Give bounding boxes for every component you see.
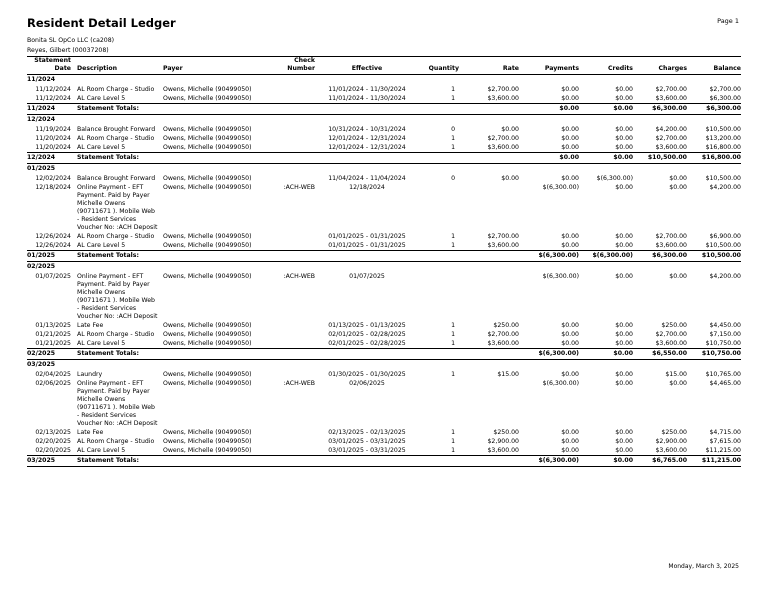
payer-cell: Owens, Michelle (90499050) (163, 135, 252, 142)
statement-date-cell: 12/02/2024 (35, 175, 71, 182)
table-row (27, 85, 741, 94)
report-title: Resident Detail Ledger (27, 16, 176, 30)
effective-cell: 02/06/2025 (349, 380, 385, 387)
period-label: 12/2024 (27, 116, 56, 123)
statement-date-cell: 11/19/2024 (35, 126, 71, 133)
resident-name: Reyes, Gilbert (00037208) (27, 47, 109, 54)
credits-cell: $0.00 (615, 184, 633, 191)
rate-cell: $3,600.00 (487, 95, 519, 102)
description-cell: Online Payment - EFT Payment. Paid by Payer Michelle Owens (90711671 ). Mobile Web - Resident Services Voucher No: :ACH Deposit (77, 184, 158, 231)
totals-charges: $6,300.00 (633, 104, 687, 115)
credits-cell: $0.00 (615, 438, 633, 445)
payments-cell: $0.00 (561, 126, 579, 133)
col-check-number: Check Number (275, 57, 317, 75)
check-number-cell (275, 143, 317, 153)
credits-cell: $0.00 (615, 331, 633, 338)
description-cell: Online Payment - EFT Payment. Paid by Payer Michelle Owens (90711671 ). Mobile Web - Resident Services Voucher No: :ACH Deposit (77, 273, 158, 320)
balance-cell: $6,900.00 (709, 233, 741, 240)
effective-cell: 11/01/2024 - 11/30/2024 (328, 86, 406, 93)
col-rate: Rate (459, 57, 519, 75)
payer-cell: Owens, Michelle (90499050) (163, 331, 252, 338)
totals-payments: $(6,300.00) (519, 349, 579, 360)
balance-cell: $10,765.00 (705, 371, 741, 378)
charges-cell: $250.00 (661, 322, 687, 329)
rate-cell: $2,900.00 (487, 438, 519, 445)
totals-period-label: 11/2024 (27, 104, 71, 115)
table-row (27, 339, 741, 349)
col-effective: Effective (317, 57, 417, 75)
payer-cell: Owens, Michelle (90499050) (163, 447, 252, 454)
statement-date-cell: 12/26/2024 (35, 233, 71, 240)
credits-cell: $0.00 (615, 144, 633, 151)
rate-cell (459, 272, 519, 321)
payer-cell: Owens, Michelle (90499050) (163, 273, 252, 280)
effective-cell: 01/07/2025 (349, 273, 385, 280)
charges-cell: $2,900.00 (655, 438, 687, 445)
totals-balance: $10,750.00 (687, 349, 741, 360)
statement-totals-row (27, 153, 741, 164)
totals-balance: $10,500.00 (687, 251, 741, 262)
check-number-cell (275, 85, 317, 94)
check-number-cell (275, 446, 317, 456)
balance-cell: $7,150.00 (709, 331, 741, 338)
table-row (27, 174, 741, 183)
charges-cell: $0.00 (669, 175, 687, 182)
description-cell: AL Care Level 5 (77, 242, 126, 249)
balance-cell: $4,715.00 (709, 429, 741, 436)
table-row (27, 232, 741, 241)
quantity-cell: 1 (451, 371, 455, 378)
period-header-row (27, 115, 741, 126)
period-label: 01/2025 (27, 165, 56, 172)
totals-label: Statement Totals: (71, 104, 519, 115)
payments-cell: $0.00 (561, 322, 579, 329)
check-number-cell (275, 232, 317, 241)
check-number-cell (275, 330, 317, 339)
quantity-cell: 1 (451, 144, 455, 151)
payments-cell: $0.00 (561, 331, 579, 338)
quantity-cell: 0 (451, 175, 455, 182)
rate-cell: $0.00 (501, 175, 519, 182)
totals-period-label: 03/2025 (27, 456, 71, 467)
ledger-table (27, 57, 741, 467)
balance-cell: $4,450.00 (709, 322, 741, 329)
table-row (27, 94, 741, 104)
rate-cell: $3,600.00 (487, 144, 519, 151)
rate-cell (459, 379, 519, 428)
charges-cell: $0.00 (669, 184, 687, 191)
credits-cell: $(6,300.00) (596, 175, 633, 182)
statement-date-cell: 01/21/2025 (35, 331, 71, 338)
statement-totals-row (27, 456, 741, 467)
statement-date-cell: 02/13/2025 (35, 429, 71, 436)
period-label: 02/2025 (27, 263, 56, 270)
payer-cell: Owens, Michelle (90499050) (163, 322, 252, 329)
statement-totals-row (27, 251, 741, 262)
check-number-cell: :ACH-WEB (283, 184, 315, 191)
payments-cell: $0.00 (561, 438, 579, 445)
period-label: 03/2025 (27, 361, 56, 368)
description-cell: Laundry (77, 371, 103, 378)
rate-cell: $250.00 (493, 322, 519, 329)
check-number-cell: :ACH-WEB (283, 380, 315, 387)
description-cell: Online Payment - EFT Payment. Paid by Payer Michelle Owens (90711671 ). Mobile Web - Resident Services Voucher No: :ACH Deposit (77, 380, 158, 427)
charges-cell: $3,600.00 (655, 340, 687, 347)
credits-cell: $0.00 (615, 380, 633, 387)
payer-cell: Owens, Michelle (90499050) (163, 371, 252, 378)
balance-cell: $13,200.00 (705, 135, 741, 142)
table-row (27, 446, 741, 456)
statement-totals-row (27, 104, 741, 115)
table-header-row (27, 57, 741, 75)
statement-date-cell: 01/07/2025 (35, 273, 71, 280)
charges-cell: $3,600.00 (655, 242, 687, 249)
effective-cell: 01/13/2025 - 01/13/2025 (328, 322, 406, 329)
entity-name: Bonita SL OpCo LLC (ca208) (27, 37, 115, 44)
quantity-cell (417, 379, 459, 428)
payments-cell: $0.00 (561, 371, 579, 378)
balance-cell: $11,215.00 (705, 447, 741, 454)
quantity-cell: 1 (451, 242, 455, 249)
totals-balance: $6,300.00 (687, 104, 741, 115)
payments-cell: $(6,300.00) (542, 184, 579, 191)
credits-cell: $0.00 (615, 95, 633, 102)
charges-cell: $4,200.00 (655, 126, 687, 133)
rate-cell: $2,700.00 (487, 233, 519, 240)
statement-date-cell: 12/18/2024 (35, 184, 71, 191)
period-header-row (27, 75, 741, 86)
ledger-body (27, 75, 741, 467)
rate-cell: $3,600.00 (487, 340, 519, 347)
rate-cell: $0.00 (501, 126, 519, 133)
totals-charges: $10,500.00 (633, 153, 687, 164)
statement-date-cell: 12/26/2024 (35, 242, 71, 249)
credits-cell: $0.00 (615, 273, 633, 280)
effective-cell: 03/01/2025 - 03/31/2025 (328, 447, 406, 454)
totals-credits: $0.00 (579, 153, 633, 164)
balance-cell: $10,500.00 (705, 242, 741, 249)
totals-payments: $0.00 (519, 153, 579, 164)
payer-cell: Owens, Michelle (90499050) (163, 184, 252, 191)
statement-date-cell: 02/06/2025 (35, 380, 71, 387)
statement-date-cell: 11/20/2024 (35, 144, 71, 151)
payments-cell: $(6,300.00) (542, 273, 579, 280)
charges-cell: $2,700.00 (655, 135, 687, 142)
table-row (27, 321, 741, 330)
payer-cell: Owens, Michelle (90499050) (163, 86, 252, 93)
credits-cell: $0.00 (615, 322, 633, 329)
payer-cell: Owens, Michelle (90499050) (163, 438, 252, 445)
check-number-cell (275, 428, 317, 437)
effective-cell: 12/01/2024 - 12/31/2024 (328, 144, 406, 151)
payer-cell: Owens, Michelle (90499050) (163, 95, 252, 102)
payments-cell: $0.00 (561, 242, 579, 249)
table-row (27, 241, 741, 251)
page-number: Page 1 (717, 17, 739, 25)
credits-cell: $0.00 (615, 135, 633, 142)
totals-payments: $(6,300.00) (519, 456, 579, 467)
description-cell: Balance Brought Forward (77, 175, 156, 182)
quantity-cell: 1 (451, 233, 455, 240)
credits-cell: $0.00 (615, 86, 633, 93)
col-payer: Payer (163, 57, 275, 75)
check-number-cell (275, 174, 317, 183)
rate-cell: $250.00 (493, 429, 519, 436)
totals-credits: $(6,300.00) (579, 251, 633, 262)
balance-cell: $2,700.00 (709, 86, 741, 93)
payments-cell: $0.00 (561, 340, 579, 347)
payer-cell: Owens, Michelle (90499050) (163, 144, 252, 151)
charges-cell: $3,600.00 (655, 447, 687, 454)
check-number-cell: :ACH-WEB (283, 273, 315, 280)
col-description: Description (71, 57, 163, 75)
table-row (27, 134, 741, 143)
effective-cell: 11/04/2024 - 11/04/2024 (328, 175, 406, 182)
rate-cell: $3,600.00 (487, 242, 519, 249)
description-cell: Late Fee (77, 429, 104, 436)
quantity-cell: 1 (451, 447, 455, 454)
description-cell: AL Room Charge - Studio (77, 331, 155, 338)
check-number-cell (275, 241, 317, 251)
table-row (27, 370, 741, 379)
totals-balance: $11,215.00 (687, 456, 741, 467)
credits-cell: $0.00 (615, 447, 633, 454)
description-cell: Late Fee (77, 322, 104, 329)
quantity-cell: 1 (451, 135, 455, 142)
effective-cell: 01/01/2025 - 01/31/2025 (328, 233, 406, 240)
credits-cell: $0.00 (615, 126, 633, 133)
charges-cell: $2,700.00 (655, 331, 687, 338)
quantity-cell: 1 (451, 331, 455, 338)
payer-cell: Owens, Michelle (90499050) (163, 242, 252, 249)
col-statement-date: Statement Date (27, 57, 71, 75)
check-number-cell (275, 134, 317, 143)
rate-cell: $15.00 (497, 371, 519, 378)
table-row (27, 379, 741, 428)
effective-cell: 01/01/2025 - 01/31/2025 (328, 242, 406, 249)
payments-cell: $0.00 (561, 233, 579, 240)
description-cell: AL Room Charge - Studio (77, 438, 155, 445)
balance-cell: $4,200.00 (709, 273, 741, 280)
table-row (27, 143, 741, 153)
payer-cell: Owens, Michelle (90499050) (163, 429, 252, 436)
totals-period-label: 01/2025 (27, 251, 71, 262)
table-row (27, 125, 741, 134)
totals-payments: $0.00 (519, 104, 579, 115)
description-cell: Balance Brought Forward (77, 126, 156, 133)
period-header-row (27, 164, 741, 175)
balance-cell: $10,500.00 (705, 175, 741, 182)
effective-cell: 12/01/2024 - 12/31/2024 (328, 135, 406, 142)
description-cell: AL Care Level 5 (77, 447, 126, 454)
rate-cell (459, 183, 519, 232)
statement-date-cell: 02/04/2025 (35, 371, 71, 378)
table-row (27, 183, 741, 232)
col-balance: Balance (687, 57, 741, 75)
payments-cell: $0.00 (561, 135, 579, 142)
charges-cell: $15.00 (665, 371, 687, 378)
rate-cell: $2,700.00 (487, 135, 519, 142)
balance-cell: $4,200.00 (709, 184, 741, 191)
statement-date-cell: 01/21/2025 (35, 340, 71, 347)
balance-cell: $10,750.00 (705, 340, 741, 347)
effective-cell: 12/18/2024 (349, 184, 385, 191)
payer-cell: Owens, Michelle (90499050) (163, 233, 252, 240)
statement-date-cell: 02/20/2025 (35, 447, 71, 454)
quantity-cell: 0 (451, 126, 455, 133)
totals-period-label: 12/2024 (27, 153, 71, 164)
balance-cell: $6,300.00 (709, 95, 741, 102)
check-number-cell (275, 339, 317, 349)
totals-credits: $0.00 (579, 456, 633, 467)
rate-cell: $3,600.00 (487, 447, 519, 454)
col-payments: Payments (519, 57, 579, 75)
balance-cell: $16,800.00 (705, 144, 741, 151)
statement-date-cell: 02/20/2025 (35, 438, 71, 445)
quantity-cell: 1 (451, 340, 455, 347)
totals-charges: $6,765.00 (633, 456, 687, 467)
payments-cell: $0.00 (561, 95, 579, 102)
totals-label: Statement Totals: (71, 456, 519, 467)
totals-charges: $6,300.00 (633, 251, 687, 262)
totals-credits: $0.00 (579, 349, 633, 360)
totals-balance: $16,800.00 (687, 153, 741, 164)
rate-cell: $2,700.00 (487, 331, 519, 338)
payments-cell: $0.00 (561, 447, 579, 454)
charges-cell: $0.00 (669, 380, 687, 387)
charges-cell: $2,700.00 (655, 233, 687, 240)
effective-cell: 02/01/2025 - 02/28/2025 (328, 331, 406, 338)
effective-cell: 01/30/2025 - 01/30/2025 (328, 371, 406, 378)
payer-cell: Owens, Michelle (90499050) (163, 126, 252, 133)
effective-cell: 02/01/2025 - 02/28/2025 (328, 340, 406, 347)
charges-cell: $3,600.00 (655, 144, 687, 151)
description-cell: AL Care Level 5 (77, 144, 126, 151)
payments-cell: $0.00 (561, 429, 579, 436)
charges-cell: $0.00 (669, 273, 687, 280)
charges-cell: $2,700.00 (655, 86, 687, 93)
balance-cell: $10,500.00 (705, 126, 741, 133)
check-number-cell (275, 437, 317, 446)
payments-cell: $0.00 (561, 144, 579, 151)
table-row (27, 437, 741, 446)
balance-cell: $4,465.00 (709, 380, 741, 387)
credits-cell: $0.00 (615, 371, 633, 378)
totals-period-label: 02/2025 (27, 349, 71, 360)
quantity-cell: 1 (451, 429, 455, 436)
quantity-cell (417, 183, 459, 232)
quantity-cell: 1 (451, 95, 455, 102)
totals-credits: $0.00 (579, 104, 633, 115)
period-header-row (27, 262, 741, 273)
effective-cell: 02/13/2025 - 02/13/2025 (328, 429, 406, 436)
table-row (27, 330, 741, 339)
payments-cell: $(6,300.00) (542, 380, 579, 387)
description-cell: AL Room Charge - Studio (77, 86, 155, 93)
totals-payments: $(6,300.00) (519, 251, 579, 262)
credits-cell: $0.00 (615, 340, 633, 347)
payments-cell: $0.00 (561, 86, 579, 93)
check-number-cell (275, 370, 317, 379)
quantity-cell: 1 (451, 322, 455, 329)
effective-cell: 10/31/2024 - 10/31/2024 (328, 126, 406, 133)
col-credits: Credits (579, 57, 633, 75)
check-number-cell (275, 94, 317, 104)
check-number-cell (275, 321, 317, 330)
description-cell: AL Room Charge - Studio (77, 233, 155, 240)
period-header-row (27, 360, 741, 371)
totals-label: Statement Totals: (71, 153, 519, 164)
description-cell: AL Care Level 5 (77, 95, 126, 102)
totals-label: Statement Totals: (71, 251, 519, 262)
credits-cell: $0.00 (615, 429, 633, 436)
col-quantity: Quantity (417, 57, 459, 75)
table-row (27, 272, 741, 321)
table-row (27, 428, 741, 437)
rate-cell: $2,700.00 (487, 86, 519, 93)
credits-cell: $0.00 (615, 242, 633, 249)
effective-cell: 03/01/2025 - 03/31/2025 (328, 438, 406, 445)
statement-date-cell: 11/12/2024 (35, 95, 71, 102)
check-number-cell (275, 125, 317, 134)
statement-date-cell: 11/20/2024 (35, 135, 71, 142)
totals-charges: $6,550.00 (633, 349, 687, 360)
charges-cell: $250.00 (661, 429, 687, 436)
quantity-cell (417, 272, 459, 321)
description-cell: AL Care Level 5 (77, 340, 126, 347)
quantity-cell: 1 (451, 86, 455, 93)
period-label: 11/2024 (27, 76, 56, 83)
footer-date: Monday, March 3, 2025 (668, 563, 739, 570)
quantity-cell: 1 (451, 438, 455, 445)
payments-cell: $0.00 (561, 175, 579, 182)
effective-cell: 11/01/2024 - 11/30/2024 (328, 95, 406, 102)
credits-cell: $0.00 (615, 233, 633, 240)
payer-cell: Owens, Michelle (90499050) (163, 380, 252, 387)
payer-cell: Owens, Michelle (90499050) (163, 340, 252, 347)
totals-label: Statement Totals: (71, 349, 519, 360)
statement-date-cell: 01/13/2025 (35, 322, 71, 329)
statement-totals-row (27, 349, 741, 360)
charges-cell: $3,600.00 (655, 95, 687, 102)
payer-cell: Owens, Michelle (90499050) (163, 175, 252, 182)
description-cell: AL Room Charge - Studio (77, 135, 155, 142)
col-charges: Charges (633, 57, 687, 75)
balance-cell: $7,615.00 (709, 438, 741, 445)
statement-date-cell: 11/12/2024 (35, 86, 71, 93)
